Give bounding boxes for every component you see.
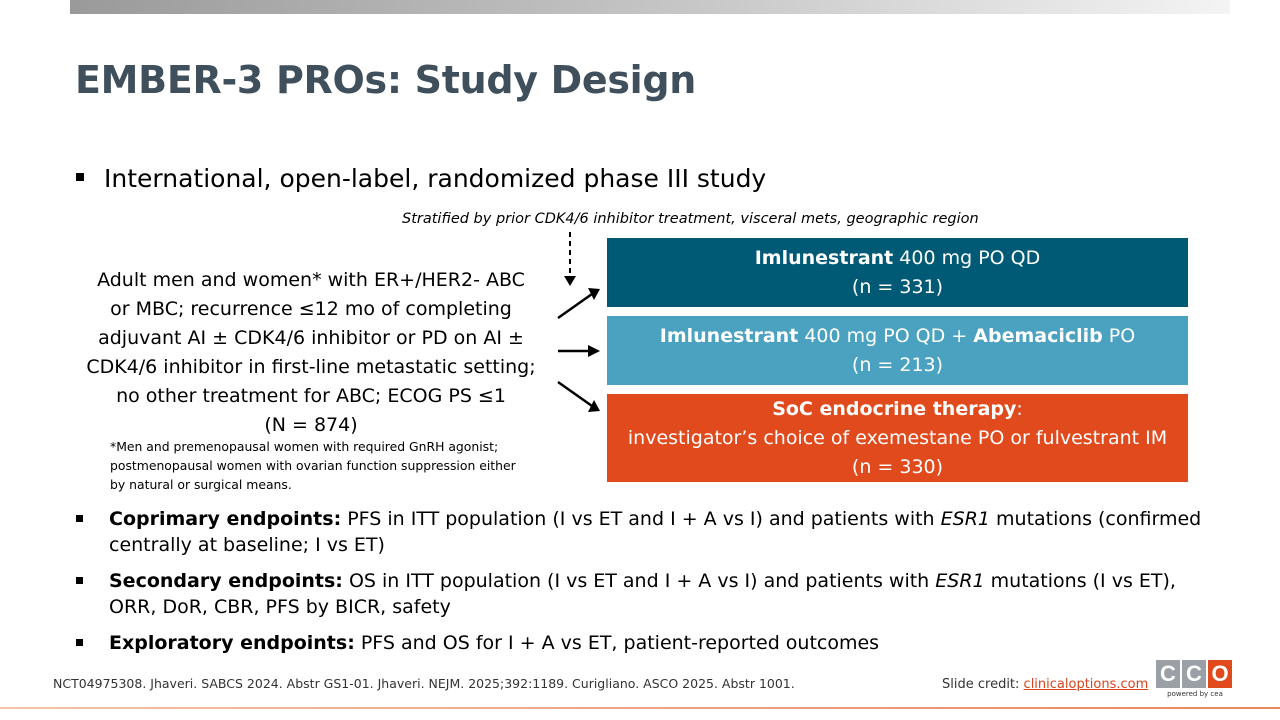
arm-count: (n = 213) (851, 353, 944, 376)
population-line: adjuvant AI ± CDK4/6 inhibitor or PD on AI ± (98, 327, 524, 349)
arm-imlunestrant-abemaciclib (607, 316, 1188, 385)
endpoint-text: OS in ITT population (I vs ET and I + A vs I) and patients with (342, 570, 936, 592)
arm-dose2: PO (1102, 324, 1136, 347)
population-line: Adult men and women* with ER+/HER2- ABC (97, 269, 525, 291)
main-bullet (76, 164, 766, 193)
logo-letter: C (1156, 660, 1180, 688)
logo-letter: O (1208, 660, 1232, 688)
arm-dose: 400 mg PO QD (893, 246, 1041, 269)
cco-logo (1156, 660, 1234, 706)
endpoint-text: mutations (I vs ET), ORR, DoR, CBR, PFS by BICR, safety (109, 570, 1176, 618)
logo-letter: C (1182, 660, 1206, 688)
arm-count: (n = 330) (851, 455, 944, 478)
arm-drug-name: Imlunestrant (754, 246, 894, 269)
endpoint-label: Coprimary endpoints: (109, 508, 342, 530)
population-footnote (110, 437, 550, 494)
footnote-line: postmenopausal women with ovarian function suppression either (110, 458, 516, 473)
endpoint-gene: ESR1 (935, 570, 985, 592)
endpoint-label: Exploratory endpoints: (109, 632, 355, 654)
arm-drug2-name: Abemaciclib (973, 324, 1103, 347)
bullet-square-icon (76, 639, 83, 646)
endpoints-list (76, 506, 1226, 666)
credit-link[interactable]: clinicaloptions.com (1023, 677, 1149, 692)
references: NCT04975308. Jhaveri. SABCS 2024. Abstr GS1-01. Jhaveri. NEJM. 2025;392:1189. Curigliano. ASCO 2025. Abstr 1001. (53, 676, 795, 691)
population-total: (N = 874) (264, 414, 358, 436)
arm-drug-name: SoC endocrine therapy (772, 397, 1017, 420)
population-description (80, 266, 542, 440)
bottom-accent-line (0, 707, 1280, 709)
arm-imlunestrant (607, 238, 1188, 307)
randomization-arrows-icon (550, 280, 610, 420)
footnote-line: *Men and premenopausal women with required GnRH agonist; (110, 439, 499, 454)
bullet-square-icon (76, 515, 83, 522)
population-line: or MBC; recurrence ≤12 mo of completing (110, 298, 512, 320)
arm-count: (n = 331) (851, 275, 944, 298)
endpoint-gene: ESR1 (940, 508, 990, 530)
endpoint-label: Secondary endpoints: (109, 570, 343, 592)
population-line: CDK4/6 inhibitor in first-line metastatic setting; (86, 356, 536, 378)
slide-title: EMBER-3 PROs: Study Design (75, 58, 697, 102)
arm-soc-endocrine (607, 394, 1188, 482)
slide-credit (942, 677, 1148, 692)
arm-drug-name: Imlunestrant (659, 324, 799, 347)
logo-letters (1156, 660, 1234, 688)
endpoint-coprimary (76, 506, 1226, 558)
main-bullet-text: International, open-label, randomized phase III study (104, 164, 767, 193)
arm-colon: : (1016, 397, 1023, 420)
bullet-square-icon (76, 173, 84, 181)
stratification-note: Stratified by prior CDK4/6 inhibitor treatment, visceral mets, geographic region (402, 211, 979, 227)
endpoint-secondary (76, 568, 1226, 620)
endpoint-exploratory (76, 630, 1226, 656)
arm-detail: investigator’s choice of exemestane PO or fulvestrant IM (627, 426, 1168, 449)
top-gradient-bar (70, 0, 1230, 14)
endpoint-text: PFS in ITT population (I vs ET and I + A vs I) and patients with (341, 508, 941, 530)
credit-label: Slide credit: (942, 677, 1024, 692)
population-line: no other treatment for ABC; ECOG PS ≤1 (116, 385, 506, 407)
arm-dose: 400 mg PO QD + (798, 324, 974, 347)
endpoint-text: mutations (confirmed centrally at baseline; I vs ET) (109, 508, 1202, 556)
logo-tagline: powered by cea (1167, 690, 1223, 698)
arm-regimen (772, 395, 1023, 424)
arm-regimen (755, 244, 1041, 273)
bullet-square-icon (76, 577, 83, 584)
footnote-line: by natural or surgical means. (110, 477, 292, 492)
arm-regimen (660, 322, 1135, 351)
endpoint-text: PFS and OS for I + A vs ET, patient-reported outcomes (354, 632, 880, 654)
